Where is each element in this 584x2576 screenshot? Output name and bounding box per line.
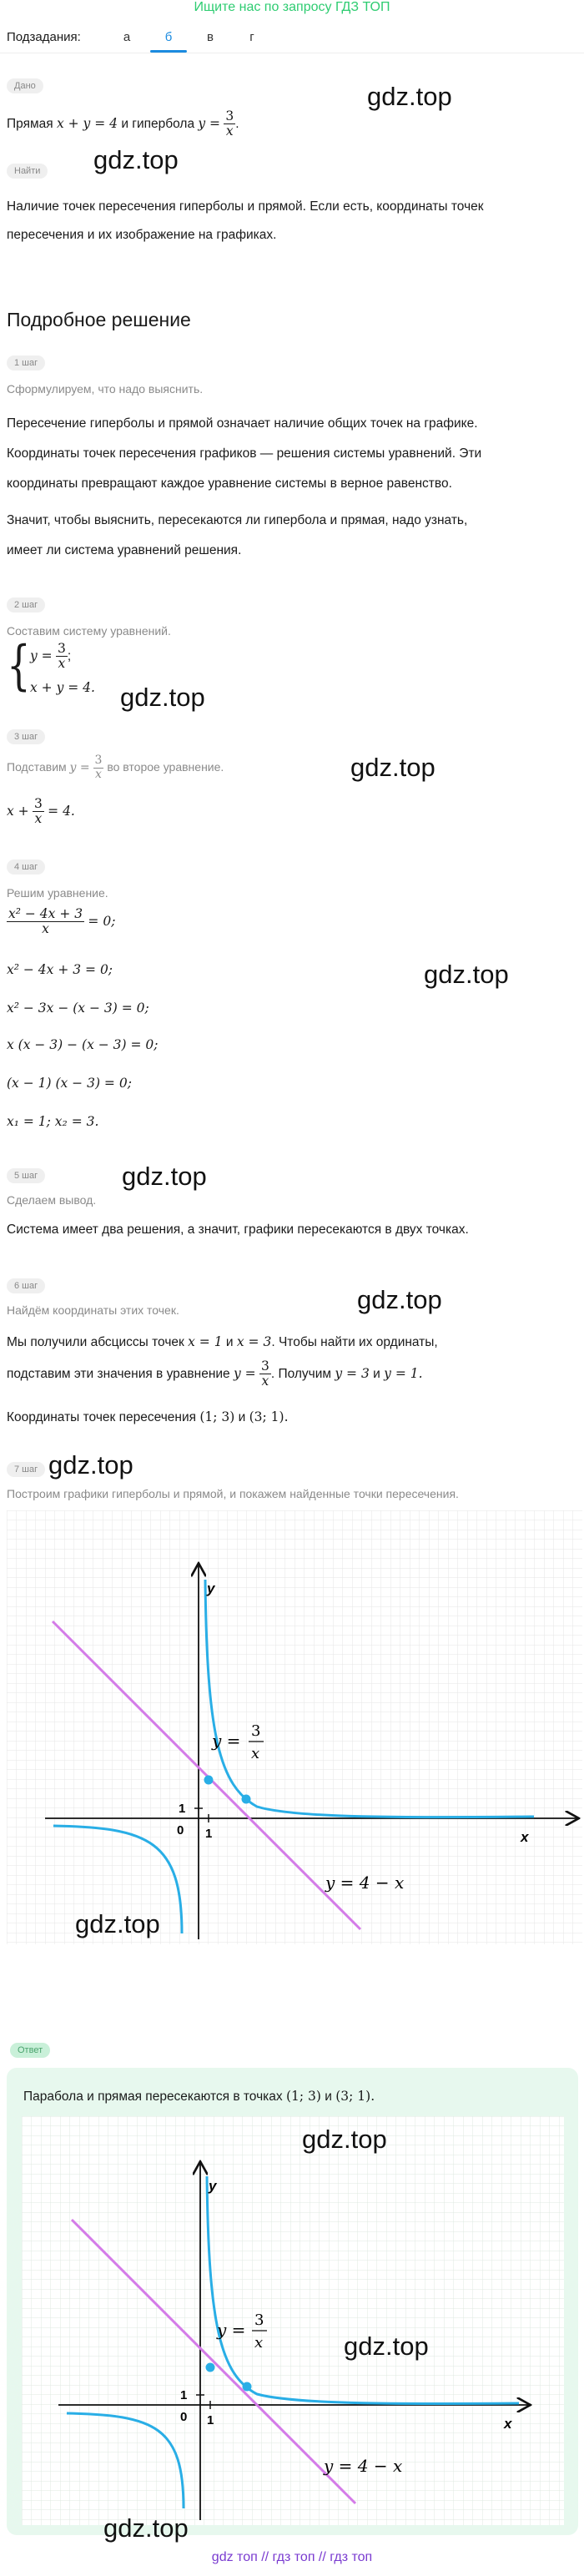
step5-text: Система имеет два решения, а значит, графики пересекаются в двух точках.: [7, 1222, 469, 1237]
watermark: gdz.top: [350, 753, 435, 782]
given-hyperbola-lhs: y =: [198, 116, 221, 131]
step4-frac: [7, 907, 84, 936]
step6-l2-y1: y = 1.: [384, 1366, 423, 1381]
step1-chip: 1 шаг: [7, 355, 45, 371]
frac-den: x: [42, 921, 49, 937]
step2-chip: 2 шаг: [7, 597, 45, 612]
step6-l2-frac: [259, 1359, 271, 1389]
step4-line-3: x (x − 3) − (x − 3) = 0;: [7, 1037, 159, 1052]
step5-chip: 5 шаг: [7, 1168, 45, 1183]
step7-caption: Построим графики гиперболы и прямой, и покажем найденные точки пересечения.: [7, 1487, 459, 1500]
graph-2-origin: 0: [180, 2410, 188, 2424]
step1-line-5: имеет ли система уравнений решения.: [7, 543, 242, 557]
answer-chip: Ответ: [10, 2043, 50, 2058]
graph-1-hyp-lhs: y =: [212, 1731, 241, 1751]
graph-1-point-1-3: [204, 1776, 214, 1785]
step3-eq-rhs: = 4.: [48, 804, 75, 819]
step3-caption-post: во второе уравнение.: [107, 760, 224, 774]
step3-eq-frac: [33, 797, 44, 826]
answer-and: и: [325, 2090, 332, 2104]
graph-1-grid: [7, 1510, 582, 1944]
step4-line-4: (x − 1) (x − 3) = 0;: [7, 1076, 132, 1091]
graph-1-hyp-num: 3: [251, 1722, 261, 1740]
graph-2-y-label: y: [209, 2178, 217, 2194]
step1-line-4: Значит, чтобы выяснить, пересекаются ли гипербола и прямая, надо узнать,: [7, 513, 468, 527]
graph-1-y-label: y: [207, 1580, 215, 1596]
subtasks-label: Подзадания:: [7, 30, 81, 44]
step3-caption-frac: [93, 754, 104, 781]
step6-l3-and: и: [238, 1410, 246, 1424]
given-prefix: Прямая: [7, 117, 53, 131]
watermark: gdz.top: [344, 2332, 429, 2361]
solution-title: Подробное решение: [7, 309, 191, 330]
watermark: gdz.top: [424, 960, 509, 989]
watermark: gdz.top: [75, 1909, 160, 1938]
watermark: gdz.top: [122, 1162, 207, 1191]
find-line-2: пересечения и их изображение на графиках.: [7, 228, 277, 242]
step6-l3-p2: (3; 1).: [249, 1409, 289, 1424]
step6-line-2: [7, 1355, 423, 1393]
step4-frac-eq: [7, 905, 115, 939]
step1-line-1: Пересечение гиперболы и прямой означает наличие общих точек на графике.: [7, 416, 478, 431]
eq1-frac: [56, 642, 68, 671]
watermark: gdz.top: [357, 1285, 442, 1314]
watermark: gdz.top: [120, 683, 205, 712]
step3-equation: [7, 794, 75, 829]
system-eq-2: x + y = 4.: [30, 680, 95, 695]
step6-line-3: [7, 1402, 289, 1433]
given-chip: Дано: [7, 78, 43, 93]
step2-caption: Составим систему уравнений.: [7, 624, 171, 638]
step3-caption-pre: Подставим: [7, 760, 67, 774]
graph-1-hyp-den: x: [251, 1745, 260, 1762]
step6-l3-a: Координаты точек пересечения: [7, 1410, 197, 1424]
step4-line-1: x² − 4x + 3 = 0;: [7, 962, 113, 977]
answer-pre: Парабола и прямая пересекаются в точках: [23, 2090, 283, 2104]
given-hyperbola-frac: [224, 109, 235, 139]
watermark: gdz.top: [93, 145, 179, 174]
graph-1-tick-x-label: 1: [205, 1827, 213, 1841]
answer-p1: (1; 3): [285, 2089, 321, 2104]
graph-1-tick-y-label: 1: [179, 1802, 186, 1816]
frac-num: 3: [94, 754, 103, 768]
system-eq-1: [30, 641, 71, 672]
graph-2-line-label: y = 4 − x: [324, 2456, 403, 2476]
top-banner[interactable]: Ищите нас по запросу ГДЗ ТОП: [194, 0, 390, 14]
step5-caption: Сделаем вывод.: [7, 1193, 97, 1207]
graph-2-tick-x-label: 1: [207, 2413, 214, 2427]
given-text: [7, 107, 239, 141]
step1-caption: Сформулируем, что надо выяснить.: [7, 382, 204, 396]
frac-den: x: [58, 656, 66, 672]
step3-chip: 3 шаг: [7, 729, 45, 744]
graph-1-point-3-1: [242, 1795, 251, 1804]
step7-chip: 7 шаг: [7, 1462, 45, 1477]
system-brace: {: [7, 635, 31, 697]
step6-l1-x1: x = 1: [188, 1334, 223, 1349]
step3-caption: [7, 753, 224, 782]
graph-2-hyp-den: x: [254, 2334, 264, 2352]
watermark: gdz.top: [48, 1450, 133, 1480]
step6-l1-and: и: [225, 1335, 234, 1349]
given-suffix: .: [235, 117, 239, 131]
eq1-end: ;: [67, 649, 72, 663]
frac-num: 3: [33, 796, 43, 812]
footer-links[interactable]: gdz топ // гдз топ // гдз топ: [211, 2550, 373, 2564]
step3-caption-lhs: y =: [69, 761, 90, 774]
frac-den: x: [95, 767, 102, 781]
graph-1: [7, 1510, 582, 1944]
given-line-eq: x + y = 4: [56, 116, 118, 131]
graph-2-point-3-1: [243, 2382, 252, 2392]
find-line-1: Наличие точек пересечения гиперболы и прямой. Если есть, координаты точек: [7, 199, 484, 214]
graph-2-x-label: x: [504, 2416, 512, 2432]
step6-l3-p1: (1; 3): [199, 1409, 235, 1424]
graph-2-tick-y-label: 1: [180, 2388, 188, 2402]
watermark: gdz.top: [302, 2125, 387, 2154]
watermark: gdz.top: [103, 2513, 189, 2543]
step6-chip: 6 шаг: [7, 1278, 45, 1293]
tab-b[interactable]: б: [164, 30, 173, 44]
step6-l2-and: и: [373, 1367, 380, 1381]
step1-line-2: Координаты точек пересечения графиков — решения системы уравнений. Эти: [7, 446, 482, 461]
graph-2-point-1-3: [206, 2363, 215, 2372]
answer-text: [23, 2081, 375, 2112]
frac-den: x: [261, 1374, 269, 1389]
frac-num: 3: [260, 1359, 269, 1374]
find-chip: Найти: [7, 164, 48, 179]
step4-line-2: x² − 3x − (x − 3) = 0;: [7, 1001, 149, 1016]
tab-a[interactable]: а: [123, 30, 131, 44]
frac-num: x² − 4x + 3: [8, 906, 83, 922]
step6-caption: Найдём координаты этих точек.: [7, 1303, 179, 1317]
step4-frac-rhs: = 0;: [88, 914, 116, 929]
given-middle: и гипербола: [121, 117, 195, 131]
graph-2: [22, 2116, 564, 2525]
answer-p2: (3; 1).: [335, 2089, 375, 2104]
step3-eq-lhs: x +: [7, 804, 29, 819]
step6-l2-lhs: y =: [233, 1366, 256, 1381]
graph-2-hyp-lhs: y =: [217, 2320, 246, 2340]
watermark: gdz.top: [367, 82, 452, 111]
frac-den: x: [34, 811, 43, 827]
tab-v[interactable]: в: [207, 30, 214, 44]
step1-line-3: координаты превращают каждое уравнение системы в верное равенство.: [7, 476, 452, 491]
graph-1-x-label: x: [521, 1829, 529, 1845]
step6-l1-a: Мы получили абсциссы точек: [7, 1335, 184, 1349]
frac-den: x: [225, 124, 234, 139]
frac-num: 3: [57, 641, 66, 657]
graph-2-hyp-num: 3: [254, 2311, 264, 2329]
frac-num: 3: [225, 108, 234, 124]
graph-1-line-label: y = 4 − x: [325, 1873, 405, 1893]
step4-chip: 4 шаг: [7, 860, 45, 875]
graph-1-origin: 0: [177, 1823, 184, 1837]
step6-l1-x3: x = 3: [236, 1334, 272, 1349]
step4-line-5: x₁ = 1; x₂ = 3.: [7, 1114, 99, 1129]
tab-g[interactable]: г: [249, 30, 254, 44]
step6-l2-a: подставим эти значения в уравнение: [7, 1367, 230, 1381]
eq1-lhs: y =: [30, 648, 53, 663]
step6-l2-y3: y = 3: [335, 1366, 370, 1381]
step6-line-1: [7, 1327, 438, 1358]
step4-caption: Решим уравнение.: [7, 886, 108, 900]
step6-l1-b: . Чтобы найти их ординаты,: [271, 1335, 438, 1349]
step6-l2-b: . Получим: [270, 1367, 332, 1381]
graph-2-grid: [22, 2116, 564, 2525]
